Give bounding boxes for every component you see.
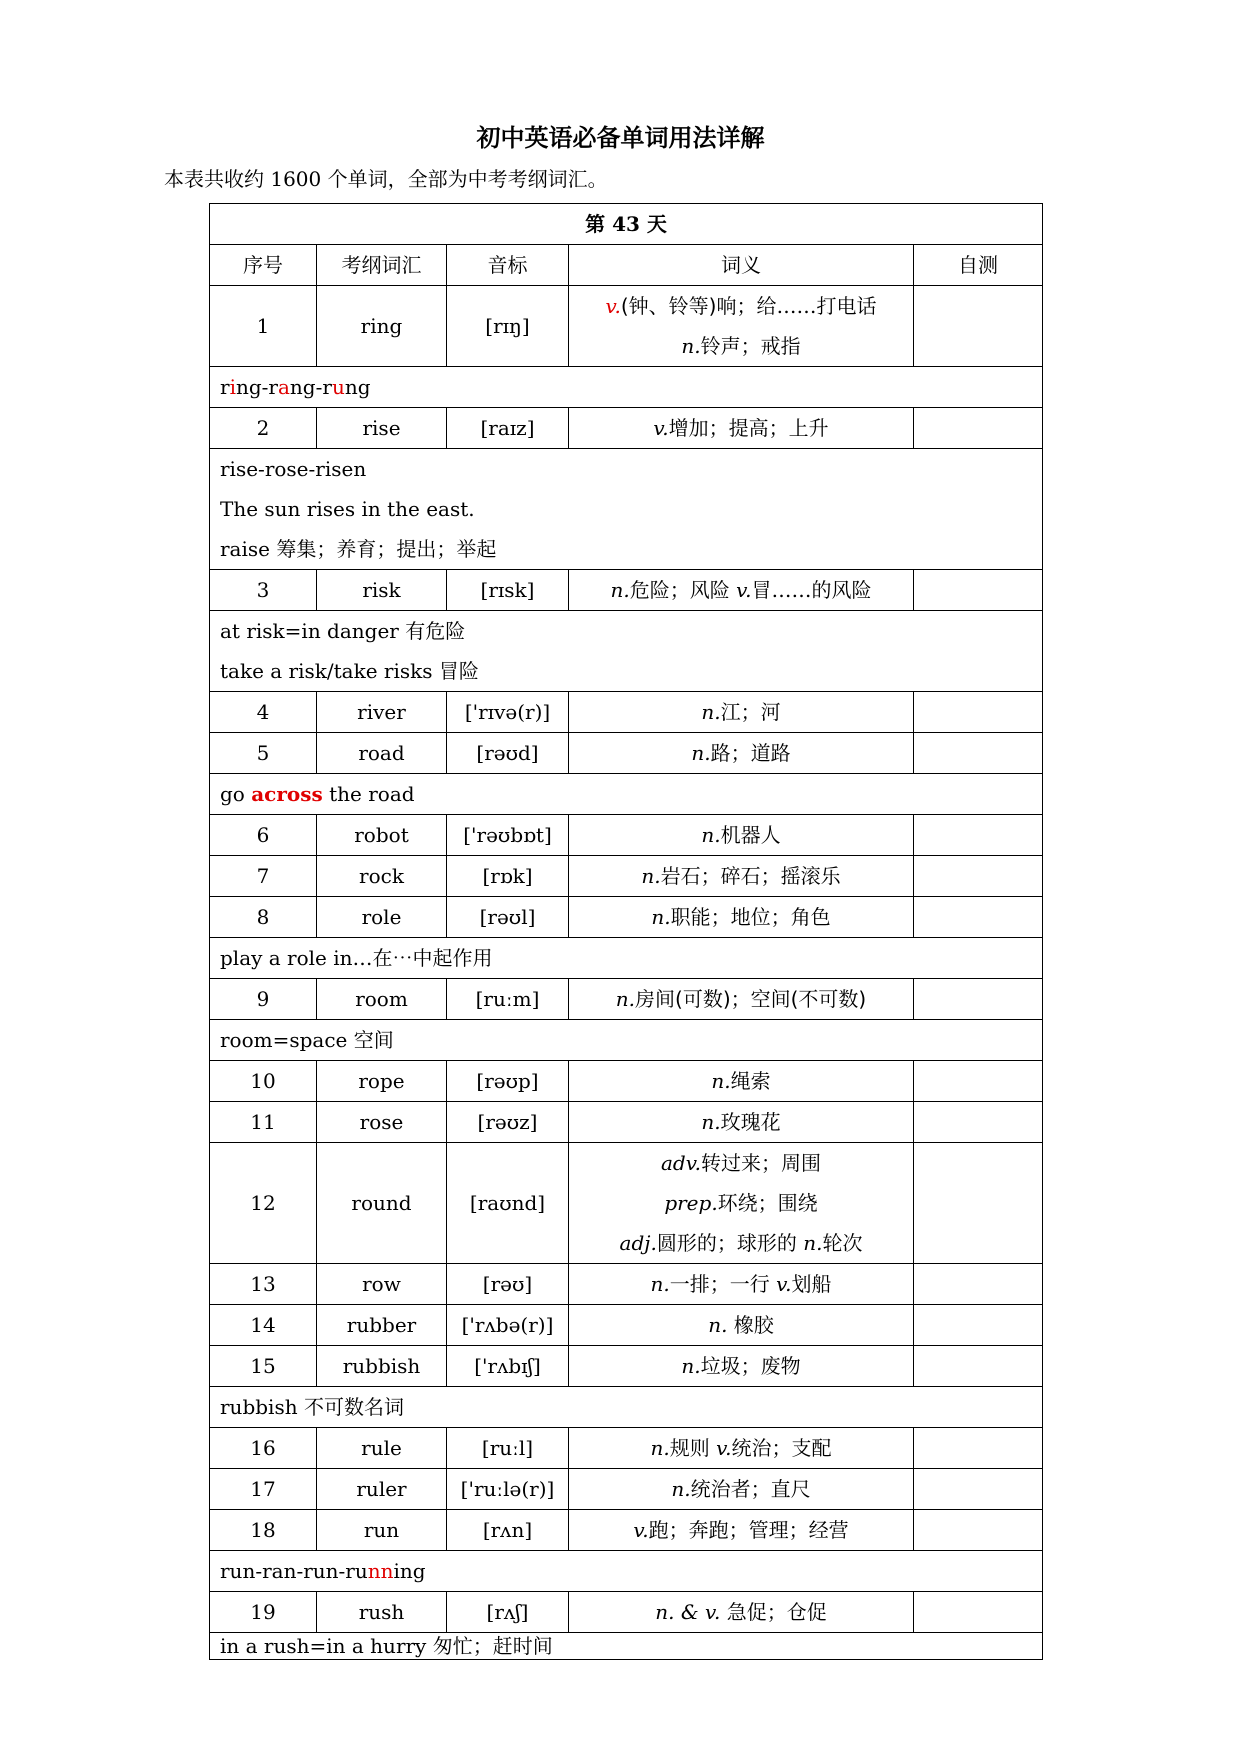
table-row [210,286,1043,367]
cell-no: 4 [210,692,317,733]
cell-phonetic: [rɪŋ] [447,286,569,367]
cell-test [914,1061,1043,1102]
cell-no: 1 [210,286,317,367]
cell-word: room [317,979,447,1020]
note-row [210,1633,1043,1660]
cell-phonetic: [rəʊl] [447,897,569,938]
cell-word: rope [317,1061,447,1102]
cell-phonetic: [rɒk] [447,856,569,897]
cell-word: rose [317,1102,447,1143]
table-row [210,570,1043,611]
cell-phonetic: [rəʊd] [447,733,569,774]
cell-word: round [317,1143,447,1264]
header-test: 自测 [914,245,1043,286]
pos: n. [681,334,701,358]
cell-no: 17 [210,1469,317,1510]
cell-meaning: v.增加；提高；上升 [569,408,914,449]
intro-text: 本表共收约 1600 个单词，全部为中考考纲词汇。 [164,167,608,191]
cell-no: 14 [210,1305,317,1346]
meaning-part: (钟、铃等) [620,294,717,318]
meaning-part: 铃声；戒指 [700,334,801,358]
cell-word: row [317,1264,447,1305]
cell-meaning: n.规则 v.统治；支配 [569,1428,914,1469]
table-row [210,1305,1043,1346]
note: rubbish 不可数名词 [210,1387,1043,1428]
cell-word: risk [317,570,447,611]
cell-no: 16 [210,1428,317,1469]
cell-word: ruler [317,1469,447,1510]
cell-phonetic: [rəʊ] [447,1264,569,1305]
table-row [210,1102,1043,1143]
cell-phonetic: [rʌn] [447,1510,569,1551]
header-word: 考纲词汇 [317,245,447,286]
cell-meaning: v.跑；奔跑；管理；经营 [569,1510,914,1551]
cell-no: 12 [210,1143,317,1264]
cell-no: 11 [210,1102,317,1143]
cell-no: 15 [210,1346,317,1387]
cell-test [914,1469,1043,1510]
cell-phonetic: ['rʌbɪʃ] [447,1346,569,1387]
cell-test [914,1102,1043,1143]
cell-word: rise [317,408,447,449]
cell-no: 2 [210,408,317,449]
cell-phonetic: ['rʌbə(r)] [447,1305,569,1346]
note: rise-rose-risen The sun rises in the east. raise 筹集；养育；提出；举起 [210,449,1043,570]
note: play a role in…在⋯中起作用 [210,938,1043,979]
table-row [210,979,1043,1020]
cell-test [914,856,1043,897]
note: ring-rang-rung [210,367,1043,408]
cell-phonetic: [rɪsk] [447,570,569,611]
cell-meaning: n.房间(可数)；空间(不可数) [569,979,914,1020]
cell-word: robot [317,815,447,856]
cell-no: 13 [210,1264,317,1305]
cell-word: road [317,733,447,774]
cell-test [914,408,1043,449]
cell-test [914,815,1043,856]
cell-test [914,1592,1043,1633]
cell-test [914,1143,1043,1264]
cell-test [914,692,1043,733]
cell-phonetic: ['rəʊbɒt] [447,815,569,856]
cell-no: 9 [210,979,317,1020]
cell-meaning: n.江；河 [569,692,914,733]
cell-phonetic: [rəʊz] [447,1102,569,1143]
cell-no: 8 [210,897,317,938]
cell-meaning: n.玫瑰花 [569,1102,914,1143]
vocab-table [209,203,1043,1660]
cell-word: run [317,1510,447,1551]
header-meaning: 词义 [569,245,914,286]
cell-phonetic: [raɪz] [447,408,569,449]
cell-test [914,733,1043,774]
cell-meaning: n.路；道路 [569,733,914,774]
note: go across the road [210,774,1043,815]
cell-no: 10 [210,1061,317,1102]
cell-no: 7 [210,856,317,897]
cell-meaning: n. 橡胶 [569,1305,914,1346]
cell-meaning: n.岩石；碎石；摇滚乐 [569,856,914,897]
cell-test [914,286,1043,367]
cell-meaning [569,286,914,367]
table-row [210,1264,1043,1305]
cell-meaning: n. & v. 急促；仓促 [569,1592,914,1633]
cell-phonetic: ['rɪvə(r)] [447,692,569,733]
cell-phonetic: [raʊnd] [447,1143,569,1264]
cell-test [914,979,1043,1020]
cell-meaning: adv.转过来；周围 prep.环绕；围绕 adj.圆形的；球形的 n.轮次 [569,1143,914,1264]
page-title: 初中英语必备单词用法详解 [476,124,765,152]
cell-test [914,1264,1043,1305]
table-row [210,1469,1043,1510]
cell-meaning: n.统治者；直尺 [569,1469,914,1510]
note: in a rush=in a hurry 匆忙；赶时间 [210,1633,1043,1660]
note-row [210,611,1043,692]
table-row [210,692,1043,733]
table-row [210,897,1043,938]
cell-phonetic: ['ruːlə(r)] [447,1469,569,1510]
cell-no: 19 [210,1592,317,1633]
cell-phonetic: [rəʊp] [447,1061,569,1102]
table-row [210,1346,1043,1387]
cell-test [914,1346,1043,1387]
note-row [210,1020,1043,1061]
cell-word: rubbish [317,1346,447,1387]
cell-word: ring [317,286,447,367]
day-heading: 第 43 天 [210,204,1043,245]
note: room=space 空间 [210,1020,1043,1061]
cell-no: 5 [210,733,317,774]
cell-meaning: n.一排；一行 v.划船 [569,1264,914,1305]
cell-meaning: n.机器人 [569,815,914,856]
cell-no: 3 [210,570,317,611]
cell-word: rush [317,1592,447,1633]
note: at risk=in danger 有危险 take a risk/take risks 冒险 [210,611,1043,692]
cell-phonetic: [ruːm] [447,979,569,1020]
cell-word: rule [317,1428,447,1469]
table-row [210,733,1043,774]
cell-word: rock [317,856,447,897]
note-row [210,1551,1043,1592]
table-row [210,408,1043,449]
table-row [210,1143,1043,1264]
cell-meaning: n.职能；地位；角色 [569,897,914,938]
cell-no: 18 [210,1510,317,1551]
cell-test [914,1510,1043,1551]
cell-no: 6 [210,815,317,856]
cell-test [914,1428,1043,1469]
cell-word: river [317,692,447,733]
table-header [210,245,1043,286]
cell-meaning: n.垃圾；废物 [569,1346,914,1387]
table-row [210,1428,1043,1469]
meaning-part: 响；给……打电话 [716,294,877,318]
note-row [210,938,1043,979]
cell-meaning: n.绳索 [569,1061,914,1102]
header-phonetic: 音标 [447,245,569,286]
table-row [210,1510,1043,1551]
note: run-ran-run-running [210,1551,1043,1592]
note-row [210,1387,1043,1428]
note-row [210,449,1043,570]
table-row [210,1061,1043,1102]
note-row [210,367,1043,408]
table-row [210,856,1043,897]
header-no: 序号 [210,245,317,286]
table-row [210,815,1043,856]
cell-phonetic: [ruːl] [447,1428,569,1469]
cell-test [914,897,1043,938]
cell-word: rubber [317,1305,447,1346]
cell-meaning: n.危险；风险 v.冒……的风险 [569,570,914,611]
pos: v. [605,294,621,318]
note-row [210,774,1043,815]
cell-test [914,1305,1043,1346]
cell-phonetic: [rʌʃ] [447,1592,569,1633]
cell-word: role [317,897,447,938]
table-row [210,1592,1043,1633]
cell-test [914,570,1043,611]
